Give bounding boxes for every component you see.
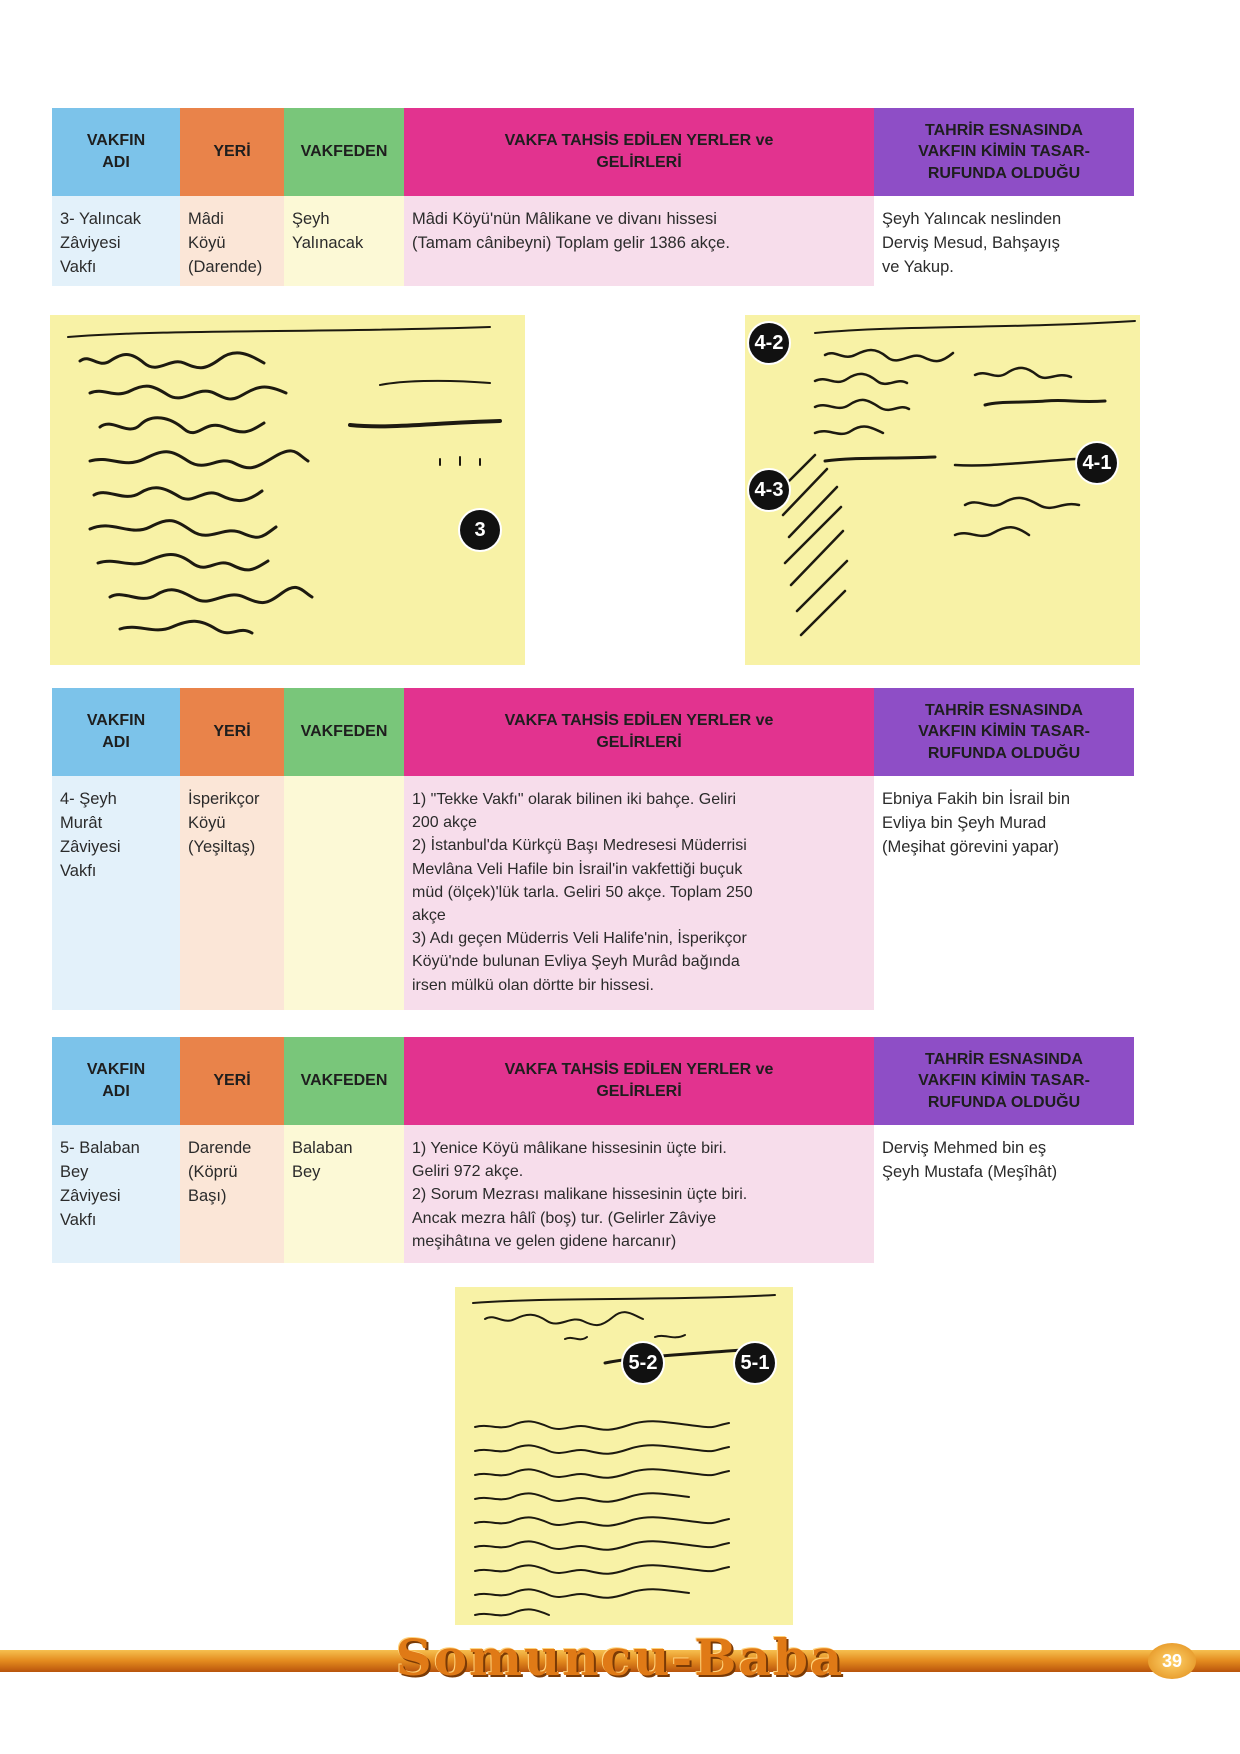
cell-vakfeden: Balaban Bey <box>284 1125 404 1263</box>
header-tasarruf: TAHRİR ESNASINDA VAKFIN KİMİN TASAR- RUFUNDA OLDUĞU <box>874 108 1134 196</box>
calligraphy-drawing <box>50 315 525 665</box>
table-header <box>52 688 1134 776</box>
table-header <box>52 108 1134 196</box>
badge-5-1: 5-1 <box>735 1343 775 1383</box>
header-vakfeden: VAKFEDEN <box>284 1037 404 1125</box>
header-gelirler: VAKFA TAHSİS EDİLEN YERLER ve GELİRLERİ <box>404 688 874 776</box>
table-row <box>52 196 1134 286</box>
cell-yeri: Mâdi Köyü (Darende) <box>180 196 284 286</box>
cell-vakfeden <box>284 776 404 1010</box>
table-row <box>52 1125 1134 1263</box>
header-vakfin-adi: VAKFIN ADI <box>52 1037 180 1125</box>
cell-vakfin-adi: 3- Yalıncak Zâviyesi Vakfı <box>52 196 180 286</box>
page-number: 39 <box>1148 1643 1196 1679</box>
cell-vakfin-adi: 5- Balaban Bey Zâviyesi Vakfı <box>52 1125 180 1263</box>
header-vakfin-adi: VAKFIN ADI <box>52 688 180 776</box>
cell-gelirler: Mâdi Köyü'nün Mâlikane ve divanı hissesi (Tamam cânibeyni) Toplam gelir 1386 akçe. <box>404 196 874 286</box>
header-yeri: YERİ <box>180 1037 284 1125</box>
cell-gelirler: 1) "Tekke Vakfı" olarak bilinen iki bahçe. Geliri 200 akçe 2) İstanbul'da Kürkçü Başı Medresesi Müderrisi Mevlâna Veli Hafile bin İsrail'in vakfettiği buçuk müd (ölçek)'lük tarla. Geliri 50 akçe. Toplam 250 akçe 3) Adı geçen Müderris Veli Halife'nin, İsperikçor Köyü'nde bulunan Evliya Şeyh Murâd bağında irsen mülkü olan dörtte bir hissesi. <box>404 776 874 1010</box>
cell-tasarruf: Şeyh Yalıncak neslinden Derviş Mesud, Bahşayış ve Yakup. <box>874 196 1134 286</box>
cell-gelirler: 1) Yenice Köyü mâlikane hissesinin üçte biri. Geliri 972 akçe. 2) Sorum Mezrası malikane hissesinin üçte biri. Ancak mezra hâlî (boş) tur. (Gelirler Zâviye meşihâtına ve gelen gidene harcanır) <box>404 1125 874 1263</box>
cell-yeri: Darende (Köprü Başı) <box>180 1125 284 1263</box>
header-yeri: YERİ <box>180 688 284 776</box>
badge-4-3: 4-3 <box>749 470 789 510</box>
cell-vakfeden: Şeyh Yalınacak <box>284 196 404 286</box>
badge-4-1: 4-1 <box>1077 443 1117 483</box>
header-vakfeden: VAKFEDEN <box>284 108 404 196</box>
badge-4-2: 4-2 <box>749 323 789 363</box>
header-gelirler: VAKFA TAHSİS EDİLEN YERLER ve GELİRLERİ <box>404 108 874 196</box>
header-vakfin-adi: VAKFIN ADI <box>52 108 180 196</box>
table-row <box>52 776 1134 1010</box>
header-vakfeden: VAKFEDEN <box>284 688 404 776</box>
ottoman-document-3 <box>50 315 525 665</box>
vakif-table-3 <box>52 1037 1134 1263</box>
ottoman-document-4 <box>745 315 1140 665</box>
calligraphy-drawing <box>455 1287 793 1625</box>
header-tasarruf: TAHRİR ESNASINDA VAKFIN KİMİN TASAR- RUFUNDA OLDUĞU <box>874 688 1134 776</box>
footer-title: Somuncu-Baba <box>395 1628 845 1687</box>
calligraphy-drawing <box>745 315 1140 665</box>
badge-5-2: 5-2 <box>623 1343 663 1383</box>
cell-yeri: İsperikçor Köyü (Yeşiltaş) <box>180 776 284 1010</box>
ottoman-document-5 <box>455 1287 793 1625</box>
vakif-table-1 <box>52 108 1134 286</box>
vakif-table-2 <box>52 688 1134 1010</box>
header-gelirler: VAKFA TAHSİS EDİLEN YERLER ve GELİRLERİ <box>404 1037 874 1125</box>
cell-vakfin-adi: 4- Şeyh Murât Zâviyesi Vakfı <box>52 776 180 1010</box>
table-header <box>52 1037 1134 1125</box>
badge-3: 3 <box>460 510 500 550</box>
header-yeri: YERİ <box>180 108 284 196</box>
cell-tasarruf: Ebniya Fakih bin İsrail bin Evliya bin Şeyh Murad (Meşihat görevini yapar) <box>874 776 1134 1010</box>
header-tasarruf: TAHRİR ESNASINDA VAKFIN KİMİN TASAR- RUFUNDA OLDUĞU <box>874 1037 1134 1125</box>
cell-tasarruf: Derviş Mehmed bin eş Şeyh Mustafa (Meşîhât) <box>874 1125 1134 1263</box>
